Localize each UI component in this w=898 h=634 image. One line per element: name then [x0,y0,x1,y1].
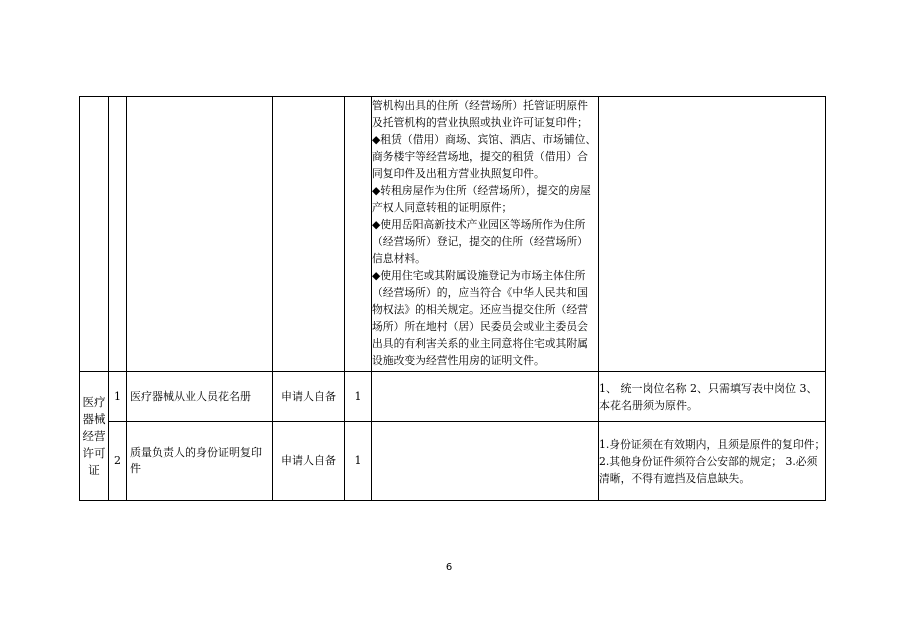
material-notes: 1、 统一岗位名称 2、只需填写表中岗位 3、 本花名册须为原件。 [599,381,818,412]
materials-table [79,96,826,501]
materials-line: （经营场所）的，应当符合《中华人民共和国 [372,286,588,299]
page-number: 6 [445,562,453,573]
material-copies: 1 [354,454,362,467]
materials-line: 信息材料。 [372,252,426,265]
table-border-bottom [79,500,826,501]
materials-description-cell [372,97,598,370]
material-copies: 1 [354,389,362,403]
materials-line: 产权人同意转租的证明原件； [372,201,513,214]
material-name: 医疗器械从业人员花名册 [130,389,251,403]
materials-line: 及托管机构的营业执照或执业许可证复印件； [372,116,588,129]
material-source: 申请人自备 [281,389,336,403]
materials-line: ◆使用岳阳高新技术产业园区等场所作为住所 [372,218,586,231]
row-index: 1 [114,389,121,403]
materials-line: （经营场所）登记，提交的住所（经营场所） [372,235,588,248]
materials-line: ◆转租房屋作为住所（经营场所），提交的房屋 [372,184,591,197]
materials-line: 出具的有利害关系的业主同意将住宅或其附属 [372,337,588,350]
materials-line: 设施改变为经营性用房的证明文件。 [372,354,545,367]
material-notes: 1.身份证须在有效期内，且须是原件的复印件； 2.其他身份证件须符合公安部的规定； 3.必须 清晰，不得有遮挡及信息缺失。 [599,437,826,485]
materials-line: ◆使用住宅或其附属设施登记为市场主体住所 [372,269,586,282]
material-source: 申请人自备 [281,454,336,467]
category-label: 医疗 器械 经营 许可 证 [82,394,106,477]
materials-line: ◆租赁（借用）商场、宾馆、酒店、市场铺位、 [372,133,597,146]
materials-line: 物权法》的相关规定。还应当提交住所（经营 [372,303,588,316]
table-border-right [825,96,826,501]
material-name: 质量负责人的身份证明复印 件 [130,446,262,475]
materials-line: 管机构出具的住所（经营场所）托管证明原件 [372,99,588,112]
column-divider-2 [126,96,127,501]
row-index: 2 [114,454,121,467]
materials-line: 场所）所在地村（居）民委员会或业主委员会 [372,320,588,333]
category-cell [80,372,108,500]
materials-line: 同复印件及出租方营业执照复印件。 [372,167,545,180]
materials-line: 商务楼宇等经营场地，提交的租赁（借用）合 [372,150,588,163]
